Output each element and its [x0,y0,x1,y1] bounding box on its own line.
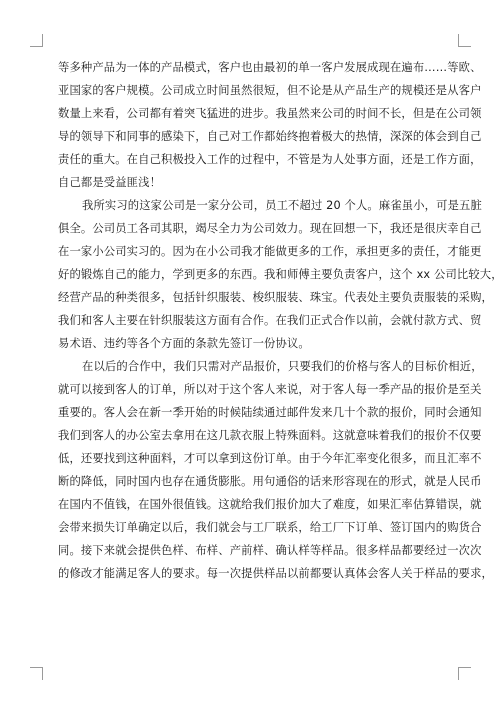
paragraph-1 [58,60,482,191]
text-line: 断的降低，同时国内也存在通货膨胀。用句通俗的话来形容现在的形式，就是人民币 [58,475,482,488]
text-line: 我们和客人主要在针织服装这方面有合作。在我们正式合作以前，会就付款方式、贸 [58,314,482,327]
crop-mark-bottom-right [458,667,471,680]
text-line: 在国内不值钱，在国外很值钱。这就给我们报价加大了难度，如果汇率估算错误，就 [58,498,482,511]
text-line: 易术语、违约等各个方面的条款先签订一份协议。 [58,337,310,350]
text-line: 的修改才能满足客人的要求。每一次提供样品以前都要认真体会客人关于样品的要求， [58,567,493,580]
text-line: 同。接下来就会提供色样、布样、产前样、确认样等样品。很多样品都要经过一次次 [58,544,482,557]
text-line: 就可以接到客人的订单，所以对于这个客人来说，对于客人每一季产品的报价是至关 [58,383,482,396]
paragraph-3 [58,359,493,582]
crop-mark-top-right [458,34,471,47]
text-line: 好的锻炼自己的能力，学到更多的东西。我和师傅主要负责客户，这个 xx 公司比较大， [58,268,503,281]
text-line: 我们到客人的办公室去拿用在这几款衣服上特殊面料。这就意味着我们的报价不仅要 [58,429,482,442]
text-line: 自己都是受益匪浅！ [58,176,162,189]
paragraph-2 [58,198,503,352]
text-line: 亚国家的客户规模。公司成立时间虽然很短，但不论是从产品生产的规模还是从客户 [58,84,482,97]
text-line: 会带来损失订单确定以后，我们就会与工厂联系，给工厂下订单、签订国内的购货合 [58,521,482,534]
text-line: 等多种产品为一体的产品模式，客户也由最初的单一客户发展成现在遍布……等欧、 [58,61,482,74]
text-line: 重要的。客人会在新一季开始的时候陆续通过邮件发来几十个款的报价，同时会通知 [58,406,482,419]
text-line: 低，还要找到这种面料，才可以拿到这份订单。由于今年汇率变化很多，而且汇率不 [58,452,482,465]
crop-mark-bottom-left [30,667,43,680]
text-line: 在以后的合作中，我们只需对产品报价，只要我们的价格与客人的目标价相近， [82,360,483,373]
text-line: 数量上来看，公司都有着突飞猛进的进步。我虽然来公司的时间不长，但是在公司领 [58,107,482,120]
document-body [58,60,503,589]
text-line: 导的领导下和同事的感染下，自己对工作都始终抱着极大的热情，深深的体会到自己 [58,130,482,143]
text-line: 责任的重大。在自己积极投入工作的过程中，不管是为人处事方面，还是工作方面， [58,153,482,166]
text-line: 俱全。公司员工各司其职，竭尽全力为公司效力。现在回想一下，我还是很庆幸自己 [58,222,482,235]
text-line: 在一家小公司实习的。因为在小公司我才能做更多的工作，承担更多的责任，才能更 [58,245,482,258]
crop-mark-top-left [30,34,43,47]
text-line: 经营产品的种类很多，包括针织服装、梭织服装、珠宝。代表处主要负责服装的采购， [58,291,493,304]
text-line: 我所实习的这家公司是一家分公司，员工不超过 20 个人。麻雀虽小，可是五脏 [82,199,482,212]
